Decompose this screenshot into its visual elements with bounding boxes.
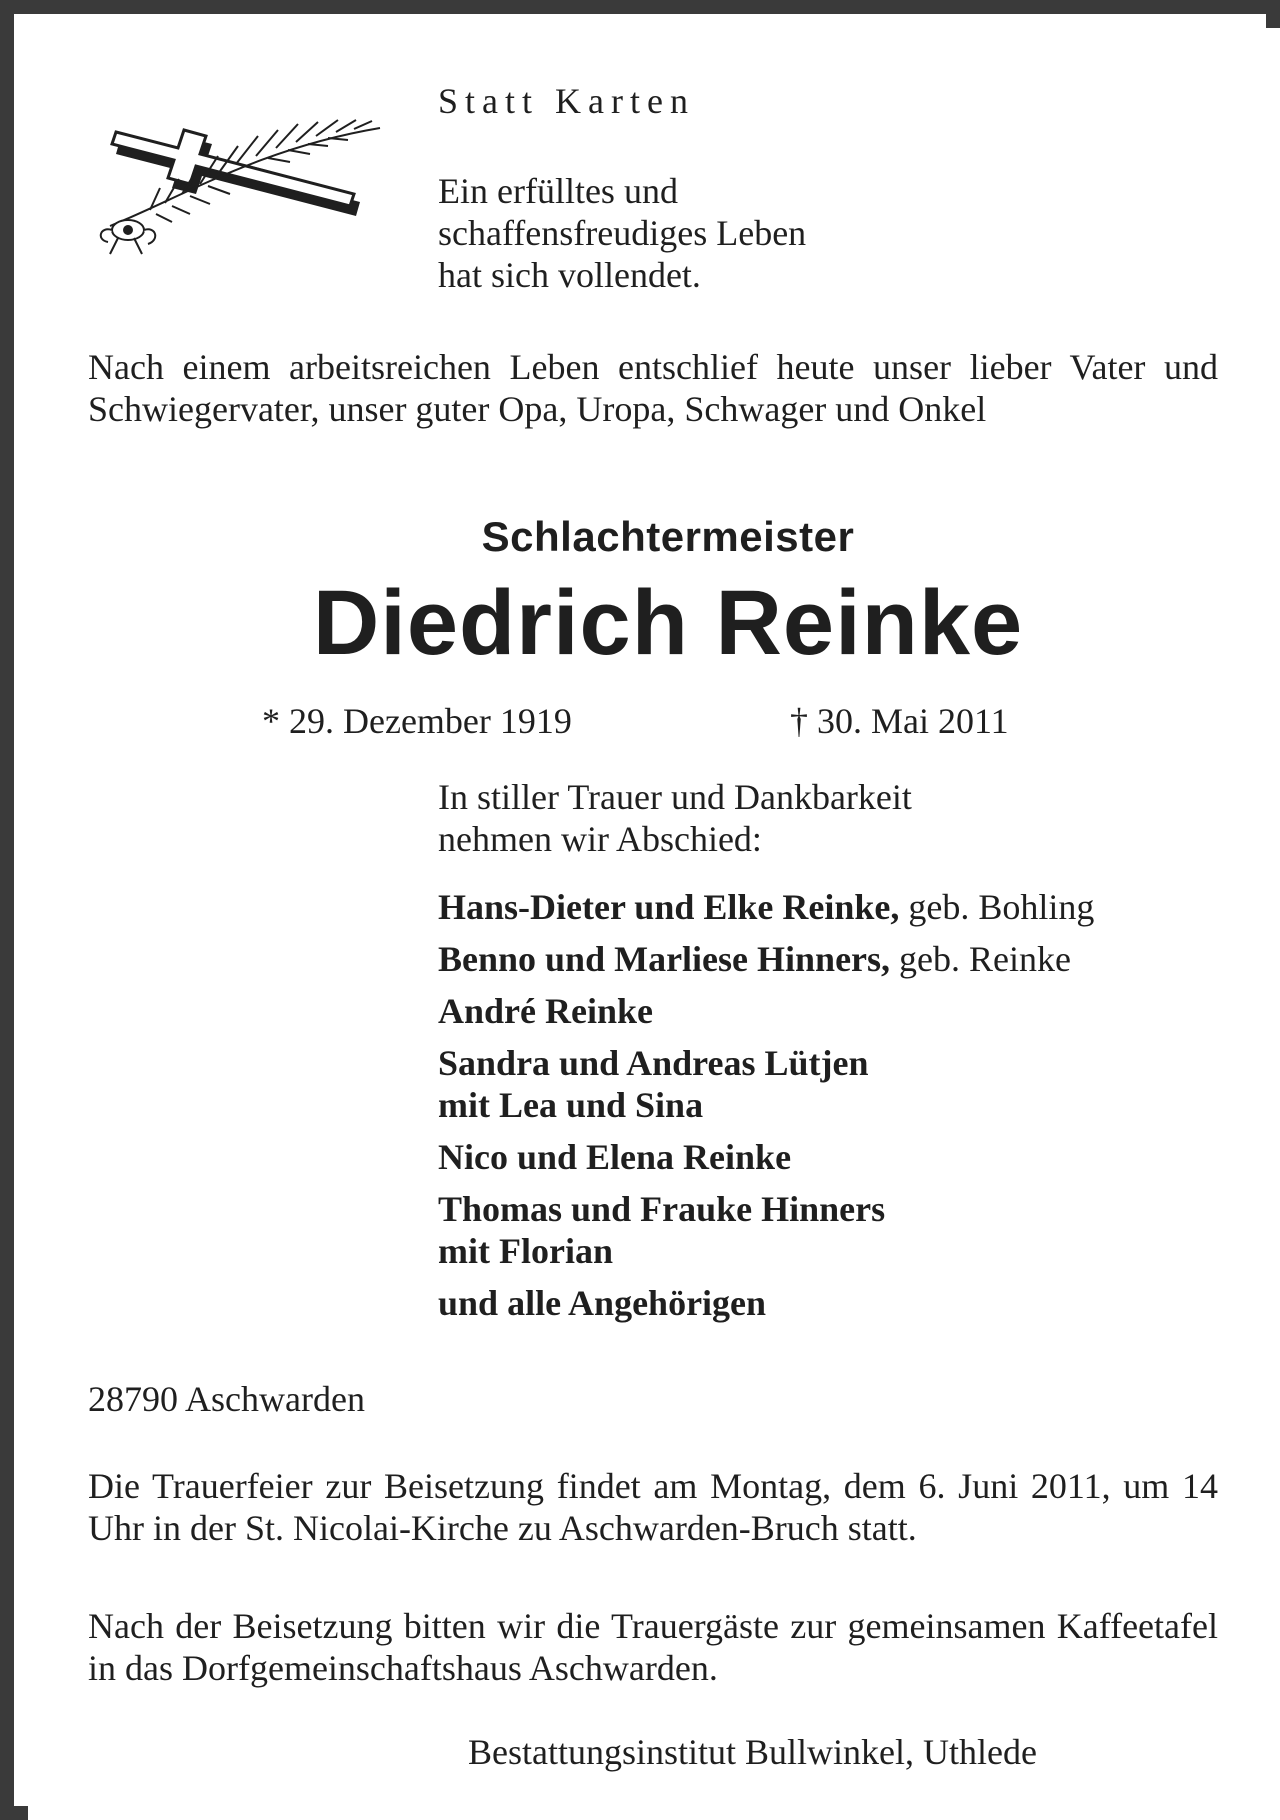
reception-info: Nach der Beisetzung bitten wir die Trauergäste zur gemeinsamen Kaffeetafel in das Dorfgemeinschaftshaus Aschwarden. xyxy=(88,1606,1218,1688)
mourners-list xyxy=(438,886,1268,1334)
motto-verse xyxy=(438,170,998,296)
motto-line: Ein erfülltes und xyxy=(438,171,678,211)
mourner-children: mit Lea und Sina xyxy=(438,1085,704,1125)
obituary-notice xyxy=(28,28,1280,1820)
list-item xyxy=(438,1188,1268,1272)
statt-karten-header: Statt Karten xyxy=(438,81,695,121)
list-item xyxy=(438,938,1268,980)
list-item xyxy=(438,1042,1268,1126)
list-item xyxy=(438,990,1268,1032)
mourner-name: und alle Angehörigen xyxy=(438,1283,767,1323)
mourner-name: Nico und Elena Reinke xyxy=(438,1137,792,1177)
mourner-name: Benno und Marliese Hinners, xyxy=(438,939,891,979)
mourner-name: André Reinke xyxy=(438,991,653,1031)
motto-line: schaffensfreudiges Leben xyxy=(438,213,807,253)
grief-statement xyxy=(438,776,912,860)
occupation-title: Schlachtermeister xyxy=(481,513,855,560)
birth-date: * 29. Dezember 1919 xyxy=(262,701,572,741)
cross-with-palm-branch-icon xyxy=(90,108,390,258)
mourner-children: mit Florian xyxy=(438,1231,613,1271)
motto-line: hat sich vollendet. xyxy=(438,255,701,295)
mourner-name: Hans-Dieter und Elke Reinke, xyxy=(438,887,900,927)
deceased-name: Diedrich Reinke xyxy=(312,572,1024,674)
funeral-info: Die Trauerfeier zur Beisetzung findet am Montag, dem 6. Juni 2011, um 14 Uhr in der St. Nicolai-Kirche zu Aschwarden-Bruch statt. xyxy=(88,1466,1218,1548)
death-date: † 30. Mai 2011 xyxy=(790,701,1009,741)
list-item xyxy=(438,1282,1268,1324)
list-item xyxy=(438,1136,1268,1178)
list-item xyxy=(438,886,1268,928)
mourner-name: Sandra und Andreas Lütjen xyxy=(438,1043,869,1083)
mourner-maiden-name: geb. Reinke xyxy=(890,939,1071,979)
residence-city: 28790 Aschwarden xyxy=(88,1379,365,1419)
undertaker-credit: Bestattungsinstitut Bullwinkel, Uthlede xyxy=(468,1732,1037,1772)
mourner-name: Thomas und Frauke Hinners xyxy=(438,1189,886,1229)
grief-line: In stiller Trauer und Dankbarkeit xyxy=(438,777,912,817)
mourner-maiden-name: geb. Bohling xyxy=(899,887,1095,927)
intro-paragraph: Nach einem arbeitsreichen Leben entschlief heute unser lieber Vater und Schwiegervater, unser guter Opa, Uropa, Schwager und Onkel xyxy=(88,347,1218,429)
grief-line: nehmen wir Abschied: xyxy=(438,819,762,859)
